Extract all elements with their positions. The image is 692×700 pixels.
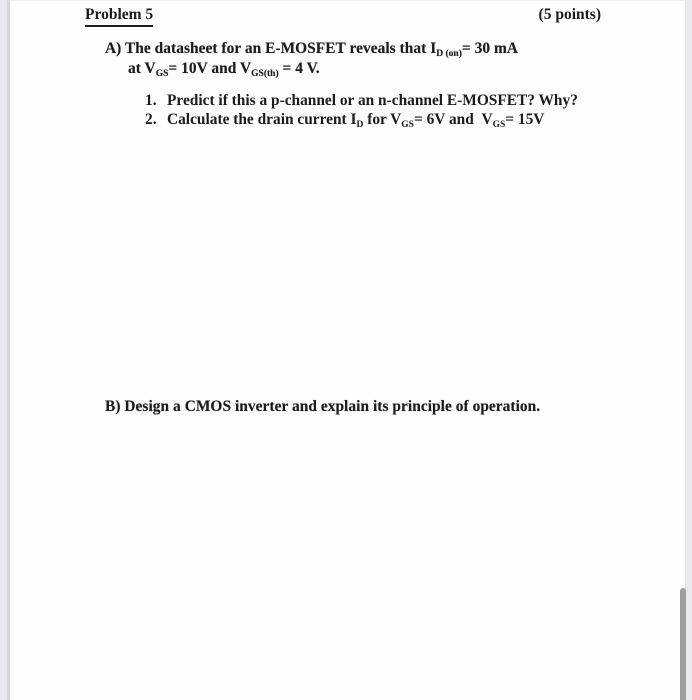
part-b-line: B) Design a CMOS inverter and explain its principle of operation.: [105, 398, 541, 415]
list-item: [145, 92, 578, 111]
list-item: [145, 111, 578, 130]
part-a-line1: A) The datasheet for an E-MOSFET reveals that $I_{D (on)}= 30$ mA: [105, 40, 519, 59]
scrollbar-thumb[interactable]: [680, 588, 686, 700]
document-page: [10, 0, 686, 700]
part-a-line2: at $V_{GS}= 10V$ and $V_{GS(th)} = 4$ V.: [128, 60, 320, 79]
problem-header: [85, 6, 601, 27]
problem-title: Problem 5: [85, 6, 153, 27]
list-item-number: 1.: [145, 92, 157, 109]
list-item-text: Predict if this a p-channel or an n-channel E-MOSFET? Why?: [167, 92, 578, 109]
list-item-number: 2.: [145, 110, 157, 128]
list-item-text: Calculate the drain current $I_D$ for $V_{GS}= 6V$ and $V_{GS}= 15V$: [167, 110, 545, 130]
points-label: (5 points): [538, 6, 601, 23]
part-a-question-list: [145, 92, 578, 129]
